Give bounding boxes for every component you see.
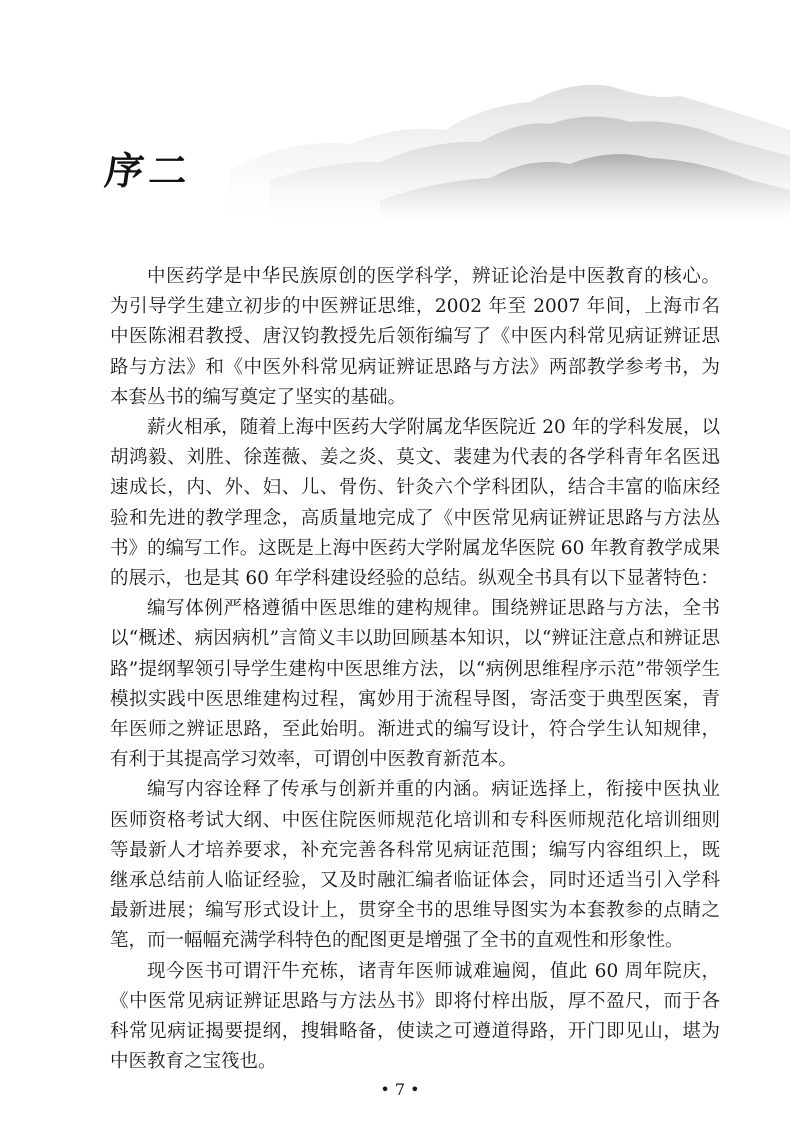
- mountain-ink-illustration: [230, 60, 790, 230]
- paragraph: 现今医书可谓汗牛充栋，诸青年医师诚难遍阅，值此 60 周年院庆，《中医常见病证辨证思路与方法丛书》即将付梓出版，厚不盈尺，而于各科常见病证揭要提纲，搜辑略备，使读之可遵道得路，开门即见山，堪为中医教育之宝筏也。: [110, 960, 720, 1073]
- page-number: • 7 •: [380, 1080, 420, 1099]
- paragraph: 中医药学是中华民族原创的医学科学，辨证论治是中医教育的核心。为引导学生建立初步的中医辨证思维，2002 年至 2007 年间，上海市名中医陈湘君教授、唐汉钧教授先后领衔编写了《中医内科常见病证辨证思路与方法》和《中医外科常见病证辨证思路与方法》两部教学参考书，为本套丛书的编写奠定了坚实的基础。: [110, 266, 720, 408]
- paragraph: 编写体例严格遵循中医思维的建构规律。围绕辨证思路与方法，全书以“概述、病因病机”言简义丰以助回顾基本知识，以“辨证注意点和辨证思路”提纲挈领引导学生建构中医思维方法，以“病例思维程序示范”带领学生模拟实践中医思维建构过程，寓妙用于流程导图，寄活变于典型医案，青年医师之辨证思路，至此始明。渐进式的编写设计，符合学生认知规律，有利于其提高学习效率，可谓创中医教育新范本。: [110, 598, 720, 771]
- paragraph: 薪火相承，随着上海中医药大学附属龙华医院近 20 年的学科发展，以胡鸿毅、刘胜、徐莲薇、姜之炎、莫文、裴建为代表的各学科青年名医迅速成长，内、外、妇、儿、骨伤、针灸六个学科团队，结合丰富的临床经验和先进的教学理念，高质量地完成了《中医常见病证辨证思路与方法丛书》的编写工作。这既是上海中医药大学附属龙华医院 60 年教育教学成果的展示，也是其 60 年学科建设经验的总结。纵观全书具有以下显著特色：: [110, 417, 720, 590]
- body-text: [110, 262, 720, 1077]
- paragraph: 编写内容诠释了传承与创新并重的内涵。病证选择上，衔接中医执业医师资格考试大纲、中医住院医师规范化培训和专科医师规范化培训细则等最新人才培养要求，补充完善各科常见病证范围；编写内容组织上，既继承总结前人临证经验，又及时融汇编者临证体会，同时还适当引入学科最新进展；编写形式设计上，贯穿全书的思维导图实为本套教参的点睛之笔，而一幅幅充满学科特色的配图更是增强了全书的直观性和形象性。: [110, 779, 720, 952]
- page-title: 序二: [102, 148, 197, 193]
